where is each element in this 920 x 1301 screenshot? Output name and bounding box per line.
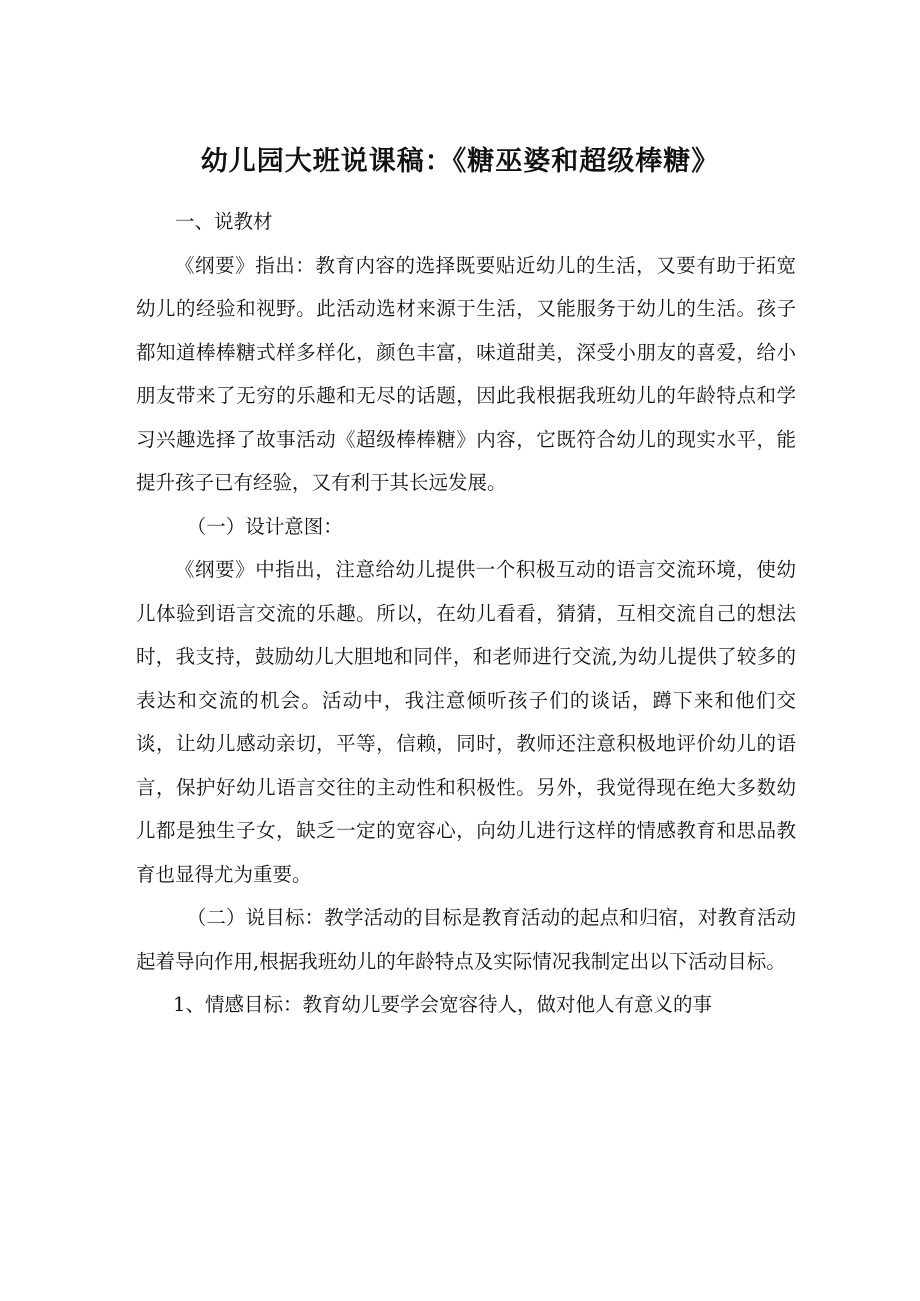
section-heading-teaching-material: 一、说教材 bbox=[175, 210, 273, 233]
list-item-emotional-goal: 1、情感目标：教育幼儿要学会宽容待人，做对他人有意义的事 bbox=[173, 993, 712, 1016]
document-body bbox=[136, 200, 796, 1027]
paragraph-objectives: （二）说目标：教学活动的目标是教育活动的起点和归宿，对教育活动起着导向作用,根据我班幼儿的年龄特点及实际情况我制定出以下活动目标。 bbox=[136, 906, 796, 973]
section-heading-design-intent: （一）设计意图： bbox=[186, 514, 343, 538]
paragraph-design-intent: 《纲要》中指出，注意给幼儿提供一个积极互动的语言交流环境，使幼儿体验到语言交流的乐趣。所以，在幼儿看看，猜猜，互相交流自己的想法时，我支持，鼓励幼儿大胆地和同伴，和老师进行交流,为幼儿提供了较多的表达和交流的机会。活动中，我注意倾听孩子们的谈话，蹲下来和他们交谈，让幼儿感动亲切，平等，信赖，同时，教师还注意积极地评价幼儿的语言，保护好幼儿语言交往的主动性和积极性。另外，我觉得现在绝大多数幼儿都是独生子女，缺乏一定的宽容心，向幼儿进行这样的情感教育和思品教育也显得尤为重要。 bbox=[136, 558, 796, 886]
page-title: 幼儿园大班说课稿：《糖巫婆和超级棒糖》 bbox=[200, 146, 720, 177]
paragraph-teaching-material: 《纲要》指出：教育内容的选择既要贴近幼儿的生活，又要有助于拓宽幼儿的经验和视野。此活动选材来源于生活，又能服务于幼儿的生活。孩子都知道棒棒糖式样多样化，颜色丰富，味道甜美，深受小朋友的喜爱，给小朋友带来了无穷的乐趣和无尽的话题，因此我根据我班幼儿的年龄特点和学习兴趣选择了故事活动《超级棒棒糖》内容，它既符合幼儿的现实水平，能提升孩子已有经验，又有利于其长远发展。 bbox=[136, 253, 796, 494]
